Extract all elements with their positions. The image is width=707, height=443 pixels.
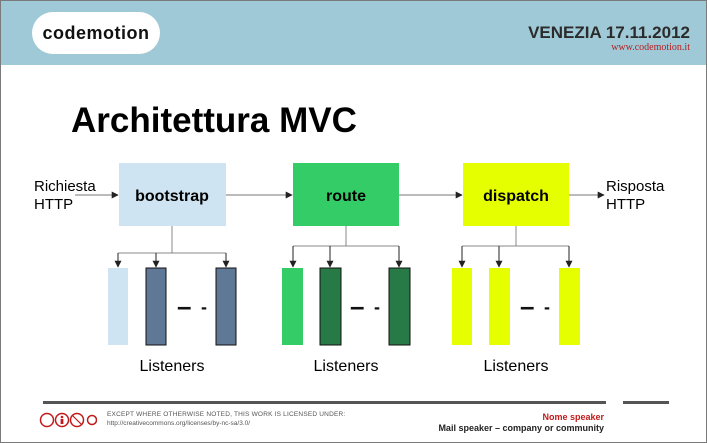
listeners-label: Listeners xyxy=(139,358,205,375)
bootstrap-label: bootstrap xyxy=(135,188,209,205)
mvc-diagram xyxy=(1,1,707,443)
creative-commons-icon xyxy=(39,412,97,428)
listener-bar xyxy=(489,268,510,345)
license-notice: EXCEPT WHERE OTHERWISE NOTED, THIS WORK IS LICENSED UNDER: xyxy=(107,411,346,418)
listener-ellipsis-dot: - xyxy=(374,297,380,317)
listener-ellipsis: – xyxy=(520,291,535,321)
stage-bootstrap xyxy=(108,163,236,375)
listener-ellipsis: – xyxy=(177,291,192,321)
listener-bar xyxy=(389,268,410,345)
listener-bar xyxy=(108,268,128,345)
output-label-line1: Risposta xyxy=(606,178,665,195)
listener-bar xyxy=(452,268,472,345)
speaker-mail: Mail speaker – company or community xyxy=(438,423,604,433)
listener-ellipsis-dot: - xyxy=(544,297,550,317)
listeners-label: Listeners xyxy=(313,358,379,375)
output-label-line2: HTTP xyxy=(606,196,646,213)
event-url[interactable]: www.codemotion.it xyxy=(611,42,690,53)
input-label-line2: HTTP xyxy=(34,196,74,213)
speaker-name: Nome speaker xyxy=(542,412,604,422)
dispatch-label: dispatch xyxy=(483,188,549,205)
stage-route xyxy=(282,163,410,375)
footer-divider-right xyxy=(623,401,669,404)
listener-bar xyxy=(282,268,303,345)
listener-ellipsis-dot: - xyxy=(201,297,207,317)
listener-bar xyxy=(320,268,341,345)
listener-ellipsis: – xyxy=(350,291,365,321)
event-date: VENEZIA 17.11.2012 xyxy=(528,23,690,42)
input-label-line1: Richiesta xyxy=(34,178,96,195)
route-label: route xyxy=(326,188,366,205)
license-url[interactable]: http://creativecommons.org/licenses/by-nc-sa/3.0/ xyxy=(107,420,251,427)
listener-bar xyxy=(146,268,166,345)
stage-dispatch xyxy=(452,163,580,375)
footer-divider xyxy=(43,401,606,404)
listeners-label: Listeners xyxy=(483,358,549,375)
logo-text: codemotion xyxy=(42,23,150,43)
listener-bar xyxy=(559,268,580,345)
slide-title: Architettura MVC xyxy=(71,101,357,140)
listener-bar xyxy=(216,268,236,345)
